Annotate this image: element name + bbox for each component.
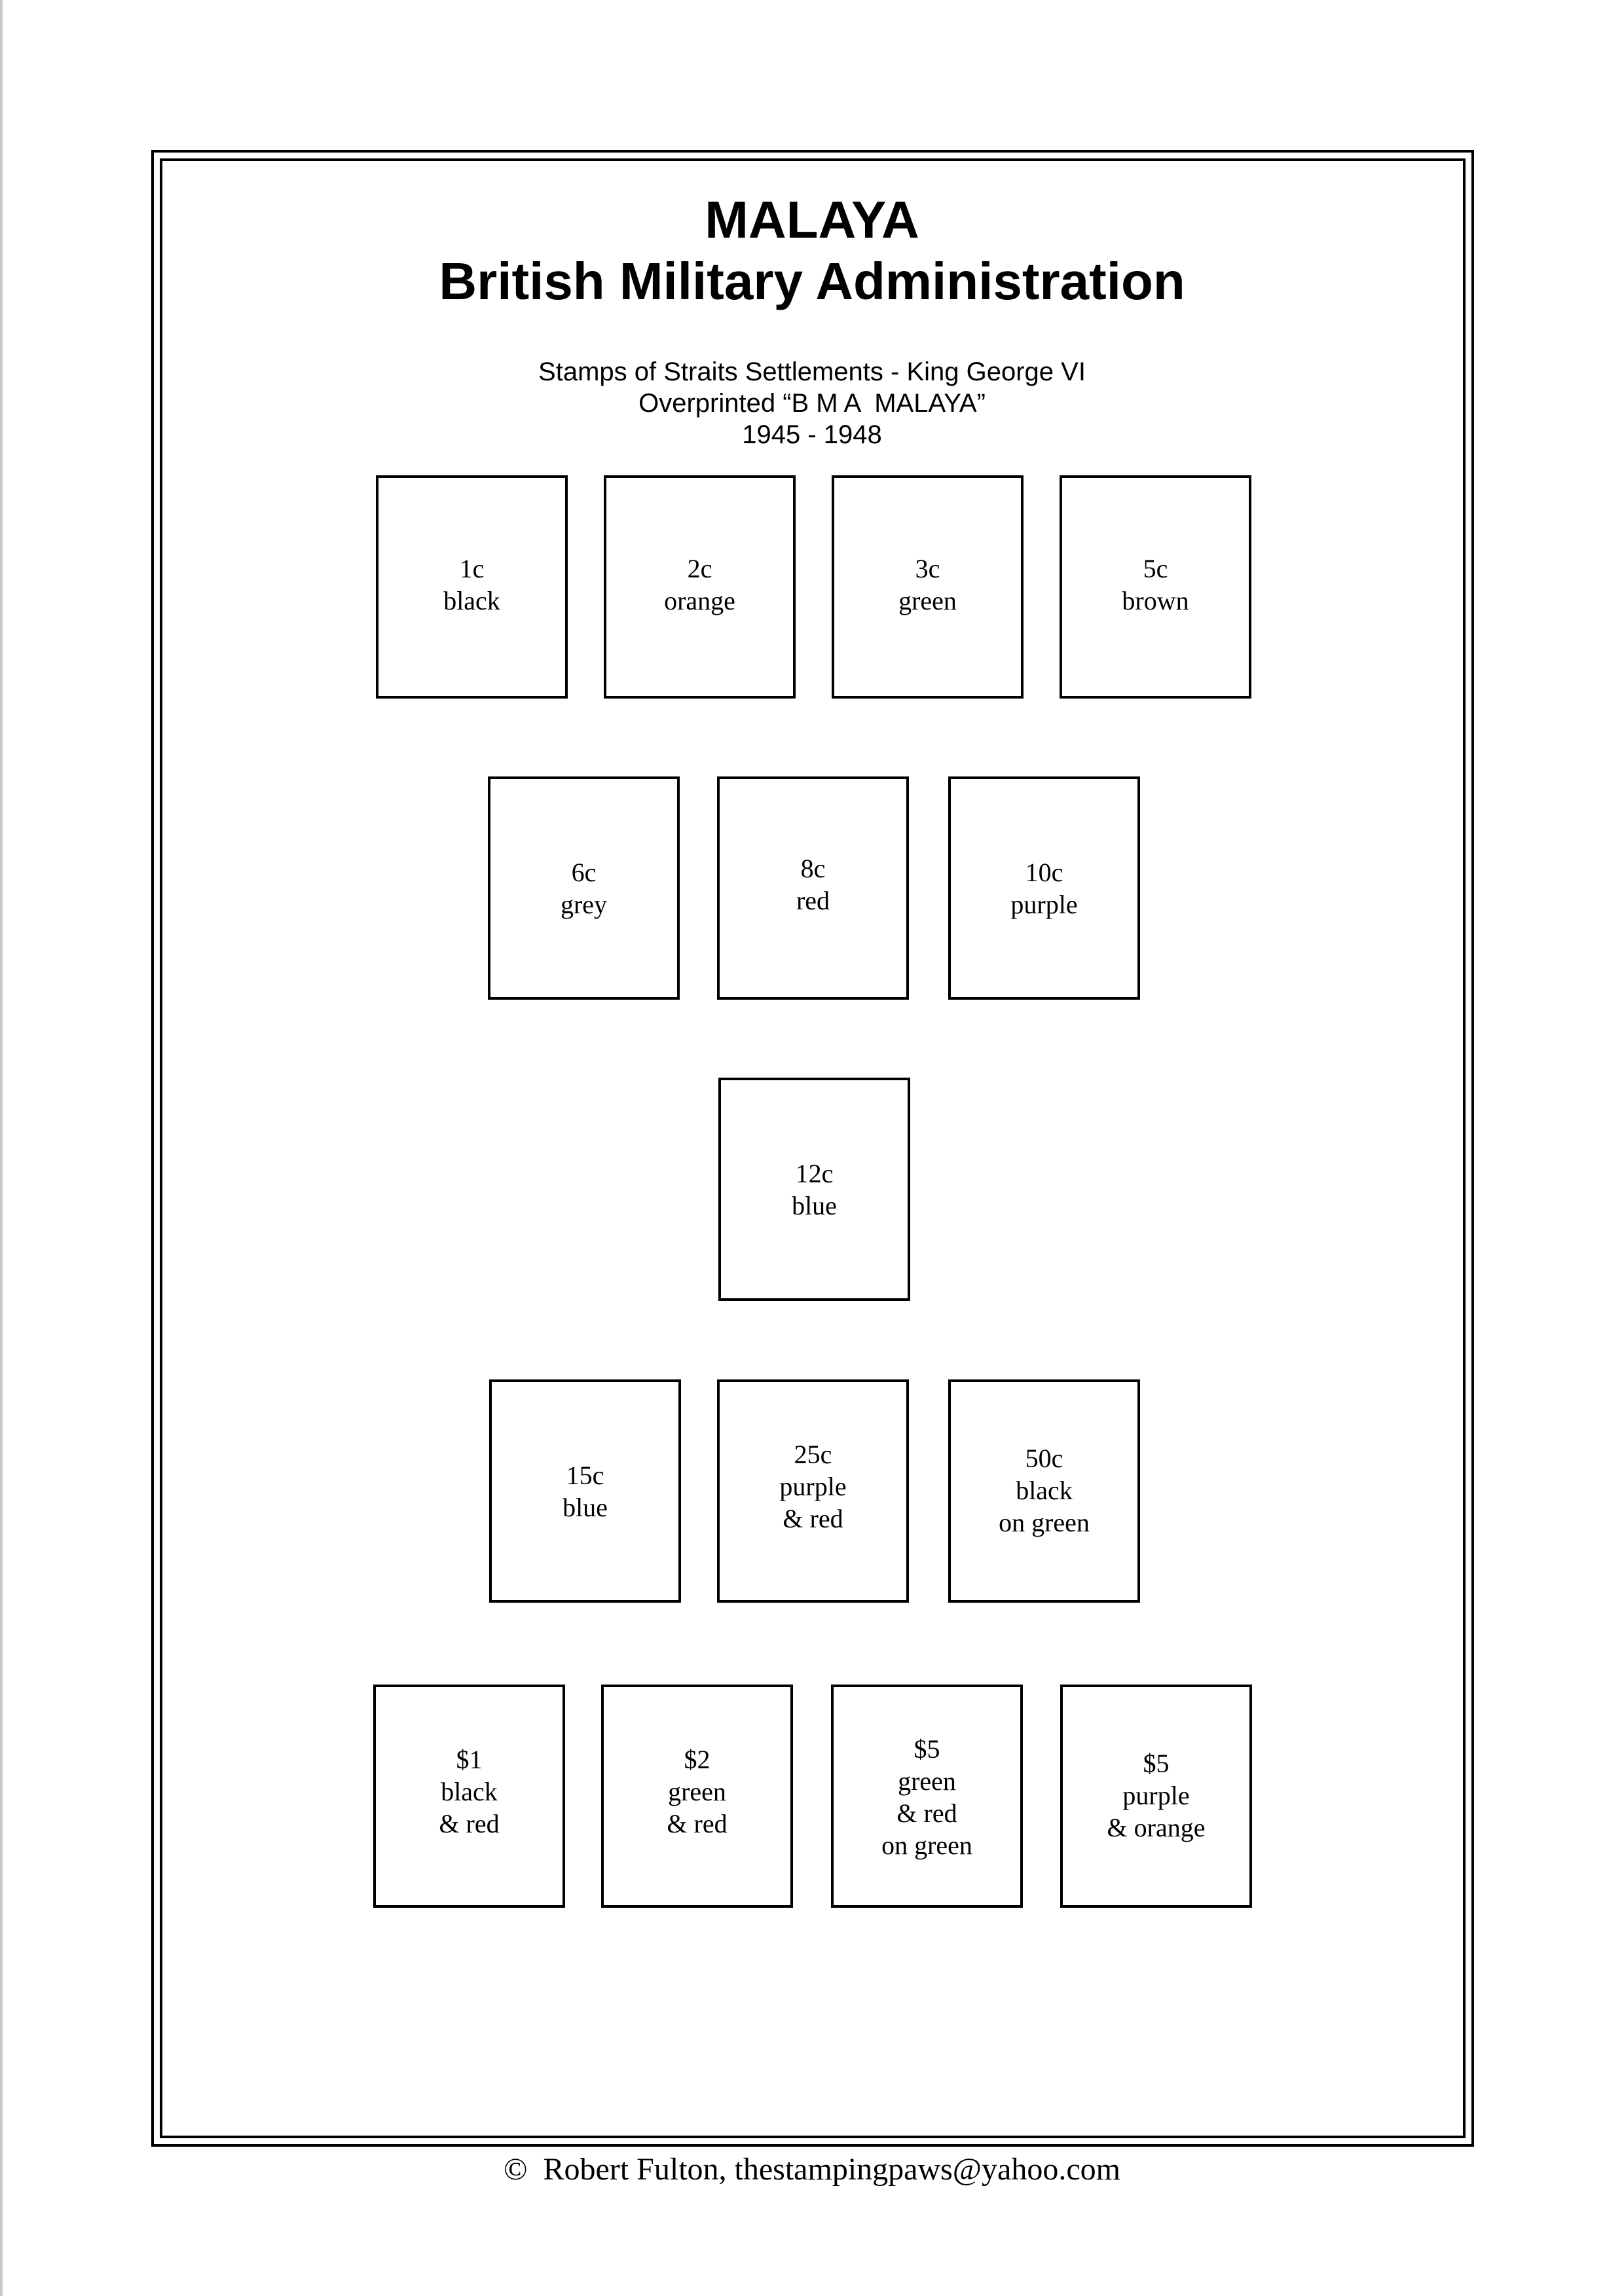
stamp-box-5-dollar-green-red-on-green [831, 1685, 1023, 1908]
stamp-label-line: & red [783, 1504, 843, 1533]
stamp-label-line: 8c [800, 854, 826, 883]
stamp-label-line: 1c [459, 554, 485, 583]
stamp-label-line: 6c [571, 858, 597, 887]
stamp-label-line: 2c [687, 554, 712, 583]
stamp-label-line: 10c [1025, 858, 1063, 887]
stamp-label-line: 3c [915, 554, 940, 583]
page-title: MALAYA [705, 191, 919, 249]
copyright-footer: © Robert Fulton, thestampingpaws@yahoo.com [504, 2152, 1120, 2187]
stamp-label-line: green [668, 1777, 726, 1806]
stamp-box-1-dollar-black-red [373, 1685, 565, 1908]
stamp-box-12c-blue [718, 1078, 910, 1301]
stamp-label-line: 50c [1025, 1444, 1063, 1473]
stamp-label-line: & red [667, 1809, 728, 1838]
stamp-label-line: blue [563, 1493, 608, 1522]
stamp-label-line: $5 [1143, 1749, 1170, 1778]
stamp-box-50c-black-on-green [948, 1379, 1140, 1603]
stamp-box-3c-green [832, 475, 1024, 699]
description-line-1: Stamps of Straits Settlements - King George VI [538, 357, 1086, 386]
stamp-label-line: 25c [794, 1440, 832, 1469]
stamp-box-25c-purple-red [717, 1379, 909, 1603]
stamp-label-line: purple [1122, 1781, 1190, 1810]
stamp-label-line: black [441, 1777, 498, 1806]
stamp-label-line: on green [999, 1508, 1090, 1537]
description-line-2: Overprinted “B M A MALAYA” [638, 389, 986, 418]
stamp-box-5-dollar-purple-orange [1060, 1685, 1252, 1908]
stamp-label-line: $2 [684, 1745, 710, 1774]
stamp-label-line: grey [560, 890, 608, 919]
stamp-label-line: black [1016, 1476, 1073, 1505]
stamp-box-2c-orange [604, 475, 796, 699]
stamp-label-line: red [796, 886, 830, 915]
stamp-box-1c-black [376, 475, 568, 699]
stamp-label-line: green [898, 1766, 956, 1796]
stamp-label-line: $1 [456, 1745, 483, 1774]
stamp-label-line: 12c [795, 1159, 834, 1188]
stamp-label-line: $5 [913, 1734, 940, 1764]
stamp-label-line: blue [792, 1191, 837, 1220]
stamp-label-line: brown [1122, 586, 1189, 615]
stamp-box-15c-blue [489, 1379, 681, 1603]
stamp-label-line: & orange [1107, 1813, 1206, 1842]
stamp-label-line: 5c [1143, 554, 1168, 583]
stamp-box-10c-purple [948, 776, 1140, 1000]
stamp-box-8c-red [717, 776, 909, 1000]
stamp-label-line: on green [881, 1831, 972, 1860]
stamp-label-line: black [443, 586, 500, 615]
page-subtitle: British Military Administration [439, 252, 1185, 310]
page-left-edge [0, 0, 3, 2296]
stamp-label-line: 15c [566, 1461, 604, 1490]
stamp-label-line: green [898, 586, 957, 615]
stamp-box-5c-brown [1060, 475, 1251, 699]
stamp-label-line: purple [779, 1472, 847, 1501]
stamp-box-2-dollar-green-red [601, 1685, 793, 1908]
stamp-box-6c-grey [488, 776, 680, 1000]
stamp-label-line: & red [896, 1798, 957, 1828]
stamp-label-line: purple [1010, 890, 1078, 919]
stamp-label-line: & red [439, 1809, 500, 1838]
description-line-3: 1945 - 1948 [742, 420, 882, 449]
stamp-label-line: orange [664, 586, 735, 615]
